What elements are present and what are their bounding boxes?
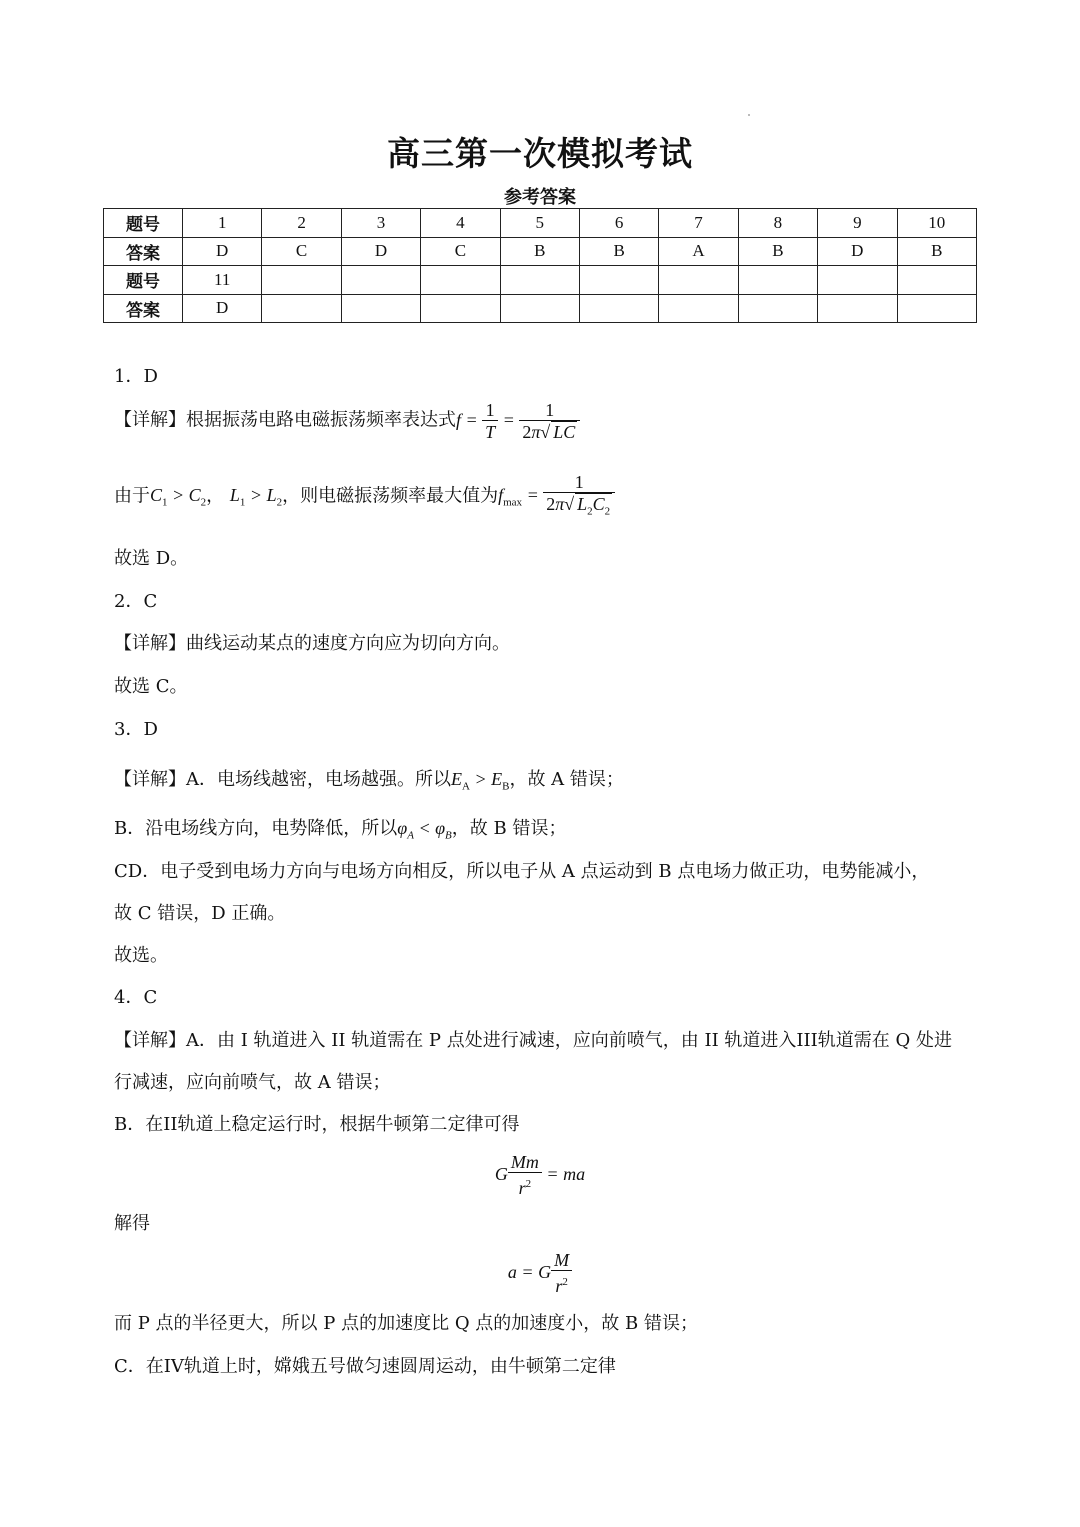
question-number-cell: 9 bbox=[818, 209, 897, 238]
q3-option-b bbox=[114, 816, 566, 848]
question-number-cell bbox=[659, 266, 738, 295]
answer-cell: D bbox=[183, 294, 262, 323]
q3-a-suffix: ，故 A 错误； bbox=[509, 769, 624, 790]
formula-potential: $\varphi_A < \varphi_B$ bbox=[397, 818, 452, 842]
q3-option-cd-2: 故 C 错误，D 正确。 bbox=[114, 903, 286, 924]
formula-gravitation: G $\frac{Mm}{r^2}$ = ma bbox=[494, 1152, 586, 1198]
question-number-cell: 1 bbox=[183, 209, 262, 238]
question-number-cell: 6 bbox=[579, 209, 658, 238]
q3-conclusion: 故选。 bbox=[114, 945, 168, 966]
q3-a-text: 【详解】A．电场线越密，电场越强。所以 bbox=[114, 769, 451, 790]
formula-frequency: f = $\frac{1}{T}$ = $\frac{1}{2\pi√ LC}$ bbox=[456, 410, 580, 430]
table-row bbox=[104, 294, 977, 323]
question-number-cell bbox=[818, 266, 897, 295]
q4-heading: 4．C bbox=[114, 987, 158, 1008]
answer-cell: C bbox=[262, 237, 341, 266]
question-number-cell: 10 bbox=[897, 209, 976, 238]
question-number-cell: 3 bbox=[341, 209, 420, 238]
question-number-cell: 7 bbox=[659, 209, 738, 238]
q4-option-b-2: 而 P 点的半径更大，所以 P 点的加速度比 Q 点的加速度小，故 B 错误； bbox=[114, 1313, 698, 1334]
q3-heading: 3．D bbox=[114, 719, 158, 740]
formula-capacitance: $C_1 > C_2$ bbox=[150, 485, 207, 510]
page-subtitle: 参考答案 bbox=[504, 187, 576, 208]
table-row bbox=[104, 209, 977, 238]
q1-heading: 1．D bbox=[114, 366, 158, 387]
answer-cell bbox=[262, 294, 341, 323]
q1-line2-mid: ， bbox=[206, 485, 225, 507]
row-label: 答案 bbox=[104, 294, 183, 323]
question-number-cell bbox=[500, 266, 579, 295]
answer-cell: A bbox=[659, 237, 738, 266]
question-number-cell: 8 bbox=[738, 209, 817, 238]
answer-cell bbox=[500, 294, 579, 323]
question-number-cell: 4 bbox=[421, 209, 500, 238]
answer-cell bbox=[659, 294, 738, 323]
answer-cell: C bbox=[421, 237, 500, 266]
q1-detail bbox=[114, 400, 580, 443]
table-row bbox=[104, 237, 977, 266]
row-label: 题号 bbox=[104, 266, 183, 295]
question-number-cell: 5 bbox=[500, 209, 579, 238]
question-number-cell: 11 bbox=[183, 266, 262, 295]
q4-option-b-1: B．在II轨道上稳定运行时，根据牛顿第二定律可得 bbox=[114, 1114, 520, 1135]
row-label: 答案 bbox=[104, 237, 183, 266]
q2-detail: 【详解】曲线运动某点的速度方向应为切向方向。 bbox=[114, 633, 510, 654]
question-number-cell bbox=[341, 266, 420, 295]
q3-b-text: B．沿电场线方向，电势降低，所以 bbox=[114, 818, 398, 839]
q2-conclusion: 故选 C。 bbox=[114, 676, 188, 697]
answer-cell: B bbox=[500, 237, 579, 266]
answer-cell bbox=[897, 294, 976, 323]
formula-inductance: $L_1 > L_2$ bbox=[229, 485, 283, 510]
page-title: 高三第一次模拟考试 bbox=[387, 134, 693, 173]
answer-cell: D bbox=[818, 237, 897, 266]
question-number-cell bbox=[738, 266, 817, 295]
answer-table bbox=[103, 208, 977, 323]
formula-fmax: $f_{max}$ = $\frac{1}{2\pi√ L_2C_2}$ bbox=[498, 485, 615, 505]
answer-cell bbox=[818, 294, 897, 323]
q2-heading: 2．C bbox=[114, 591, 158, 612]
formula-field-strength: $E_A > E_B$ bbox=[451, 769, 510, 793]
question-number-cell bbox=[579, 266, 658, 295]
q4-option-a-2: 行减速，应向前喷气，故 A 错误； bbox=[114, 1072, 391, 1093]
q1-conclusion: 故选 D。 bbox=[114, 548, 189, 569]
question-number-cell bbox=[897, 266, 976, 295]
q1-line2-prefix: 由于 bbox=[114, 485, 150, 507]
q3-option-cd-1: CD．电子受到电场力方向与电场方向相反，所以电子从 A 点运动到 B 点电场力做正功，电势能减小， bbox=[114, 861, 930, 882]
answer-cell: B bbox=[897, 237, 976, 266]
answer-cell: B bbox=[738, 237, 817, 266]
answer-cell: D bbox=[341, 237, 420, 266]
table-row bbox=[104, 266, 977, 295]
q4-solve: 解得 bbox=[114, 1213, 150, 1234]
q1-line2 bbox=[114, 472, 615, 523]
scan-speck bbox=[748, 114, 750, 116]
answer-cell bbox=[579, 294, 658, 323]
question-number-cell bbox=[262, 266, 341, 295]
answer-cell bbox=[341, 294, 420, 323]
q3-option-a bbox=[114, 767, 624, 799]
answer-cell: B bbox=[579, 237, 658, 266]
q4-option-a-1: 【详解】A．由 I 轨道进入 II 轨道需在 P 点处进行减速，应向前喷气，由 II 轨道进入III轨道需在 Q 处进 bbox=[114, 1030, 952, 1051]
answer-cell: D bbox=[183, 237, 262, 266]
row-label: 题号 bbox=[104, 209, 183, 238]
question-number-cell: 2 bbox=[262, 209, 341, 238]
question-number-cell bbox=[421, 266, 500, 295]
q3-b-suffix: ，故 B 错误； bbox=[451, 818, 567, 839]
q1-detail-text: 【详解】根据振荡电路电磁振荡频率表达式 bbox=[114, 409, 456, 431]
q1-line2-suffix: ，则电磁振荡频率最大值为 bbox=[282, 485, 499, 507]
answer-cell bbox=[421, 294, 500, 323]
answer-cell bbox=[738, 294, 817, 323]
formula-acceleration: a = G $\frac{M}{r^2}$ bbox=[0, 1250, 1080, 1297]
q4-option-c-1: C．在IV轨道上时，嫦娥五号做匀速圆周运动，由牛顿第二定律 bbox=[114, 1356, 616, 1377]
